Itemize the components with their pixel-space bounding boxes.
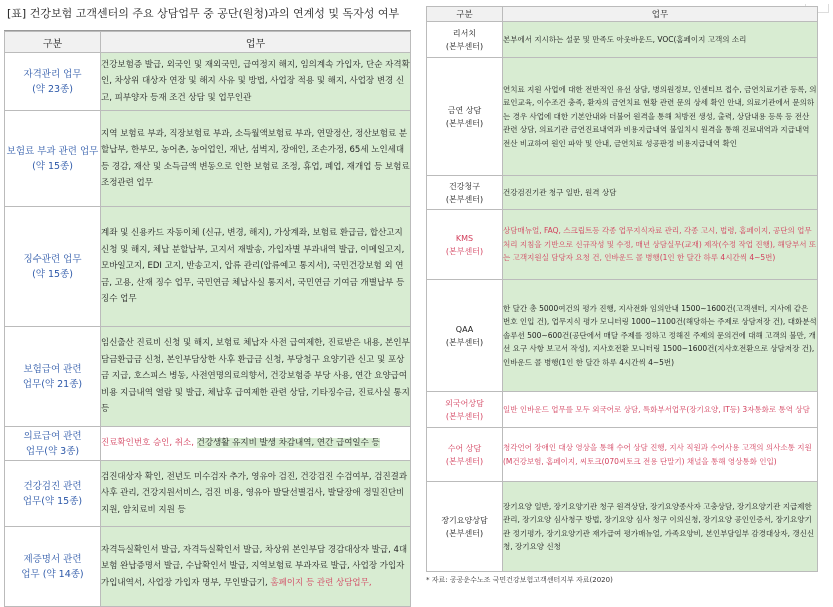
task-cell: 연치료 지원 사업에 대한 전반적인 유선 상담, 병의원정보, 인센티브 접수, 금연치료기관 등록, 의료인교육, 이수조건 충족, 환자의 금연치료 현황 관련 문의 상세 확인 안내, 의료기관에서 문의하는 경우 사업에 대한 기본안내와 더불어 원격을 통해 처방전 생성, 출력, 상담내용 등록 등 전산 관련 상담, 의료기관 금연진료내역과 비용지급내역 불일치시 원격을 통해 진료내역과 지급내역 전산 비교하여 원인 파악 및 안내, 금연치료 성공판정 비용지급내역 확인 — [503, 58, 818, 176]
header-tasks: 업무 — [101, 32, 411, 53]
category-cell: QAA (본부센터) — [427, 280, 503, 392]
table-row — [427, 280, 818, 392]
task-cell: 임신출산 진료비 신청 및 해지, 보험료 체납자 사전 급여제한, 진료받은 내용, 본인부담금환급금 신청, 본인부담상한 사후 환급금 신청, 부당청구 요양기관 신고 및 포상금 지급, 호스피스 병동, 사전연명의료의향서, 건강보험증 부당 사용, 연간 요양급여비용 지급내역 열람 및 발급, 체납후 급여제한 관련 상담, 기타징수금, 진료사실 통지 등 — [101, 327, 411, 427]
category-cell: 건강검진 관련 업무(약 15종) — [5, 461, 101, 527]
category-cell: 외국어상담 (본부센터) — [427, 392, 503, 428]
category-cell: 건강청구 (본부센터) — [427, 176, 503, 210]
task-cell: 상담매뉴얼, FAQ, 스크립트등 각종 업무지식자료 관리, 각종 고시, 법령, 홈페이지, 공단의 업무처리 지침을 기반으로 신규작성 및 수정, 매년 상담실무(교재) 제작(수정 작업 진행), 해당부서 또는 고객지원실 담당자 요청 건, 인바운드 콜 병행(1인 한 달간 하루 4시간씩 4~5번) — [503, 210, 818, 280]
table-row — [5, 427, 411, 461]
table-row — [427, 210, 818, 280]
header-tasks: 업무 — [503, 7, 818, 22]
task-cell: 계좌 및 신용카드 자동이체 (신규, 변경, 해지), 가상계좌, 보험료 환급금, 합산고지 신청 및 해지, 체납 분할납부, 고지서 재발송, 가입자별 부과내역 발급, 이메일고지, 모바일고지, EDI 고지, 반송고지, 압류 관리(압류예고 통지서), 국민건강보험 외 연금, 고용, 산재 징수 업무, 국민연금 체납사실 통지서, 국민연금 기여금 개별납부 등 징수 업무 — [101, 207, 411, 327]
task-cell: 자격득실확인서 발급, 자격득실확인서 발급, 차상위 본인부담 경감대상자 발급, 4대보험 완납증명서 발급, 수납확인서 발급, 지역보험료 부과자료 발급, 사업장 가입자 가입내역서, 사업장 가입자 명부, 무인발급기, 홈페이지 등 관련 상담업무, — [101, 527, 411, 607]
left-table-panel — [4, 6, 411, 607]
task-cell: 일반 인바운드 업무를 모두 외국어로 상담, 특화부서업무(장기요양, IT등) 3자통화로 통역 상담 — [503, 392, 818, 428]
table-row — [5, 111, 411, 207]
task-cell: 건강검진기관 청구 일반, 원격 상담 — [503, 176, 818, 210]
category-cell: 제증명서 관련 업무 (약 14종) — [5, 527, 101, 607]
category-cell: 장기요양상담 (본부센터) — [427, 482, 503, 572]
right-table-panel — [426, 6, 818, 585]
category-cell: 수어 상담 (본부센터) — [427, 428, 503, 482]
category-cell: KMS (본부센터) — [427, 210, 503, 280]
category-cell: 리서치 (본부센터) — [427, 22, 503, 58]
table-row — [427, 392, 818, 428]
header-category: 구분 — [5, 32, 101, 53]
task-cell: 건강보험증 발급, 외국인 및 재외국민, 급여정지 해지, 임의계속 가입자, 단순 자격확인, 차상위 대상자 연장 및 해지 사유 및 방법, 사업장 적용 및 해지, 사업장 변경 신고, 피부양자 등재 조건 상담 및 업무인관 — [101, 53, 411, 111]
category-cell: 의료급여 관련 업무(약 3종) — [5, 427, 101, 461]
table-row — [5, 327, 411, 427]
table-header-row — [5, 32, 411, 53]
category-cell: 보험료 부과 관련 업무 (약 15종) — [5, 111, 101, 207]
table-header-row — [427, 7, 818, 22]
task-cell: 본부에서 지시하는 설문 및 만족도 아웃바운드, VOC(홈페이지 고객의 소리 — [503, 22, 818, 58]
task-cell: 청각언어 장애인 대상 영상을 통해 수어 상담 진행, 지사 직원과 수어사용 고객의 의사소통 지원 (M건강보험, 홈페이지, 씨토크(070씨토크 전용 단말기) 채널을 통해 영상통화 인입) — [503, 428, 818, 482]
task-cell: 진료확인번호 승인, 취소, 건강생활 유지비 발생 차감내역, 연간 급여일수 등 — [101, 427, 411, 461]
header-category: 구분 — [427, 7, 503, 22]
task-cell: 한 달간 총 5000여건의 평가 진행, 지사전화 임의안내 1500~1600건(고객센터, 지사에 같은 번호 인입 건), 업무지식 평가 모니터링 1000~1100건(해당하는 주제로 상담저장 건), 대화분석 솔루션 500~600건(공단에서 매달 주제를 정하고 정해진 주제의 문의건에 대해 고객의 불만, 개선 요구 사항 보고서 작성), 지사호전환 모니터링 1500~1600건(지사호전환으로 상담저장 건), 인바운드 콜 병행(1인 한 달간 하루 4시간씩 4~5번) — [503, 280, 818, 392]
table-row — [427, 22, 818, 58]
category-cell: 금연 상담 (본부센터) — [427, 58, 503, 176]
table-title: [표] 건강보험 고객센터의 주요 상담업무 중 공단(원청)과의 연계성 및 독자성 여부 — [4, 6, 411, 31]
table-row — [5, 53, 411, 111]
table-row — [5, 527, 411, 607]
category-cell: 보험급여 관련 업무(약 21종) — [5, 327, 101, 427]
table-row — [427, 482, 818, 572]
table-row — [5, 461, 411, 527]
category-cell: 징수관련 업무 (약 15종) — [5, 207, 101, 327]
source-footnote: * 자료: 공공운수노조 국민건강보험고객센터지부 자료(2020) — [426, 576, 613, 584]
table-row — [427, 428, 818, 482]
task-cell: 지역 보험료 부과, 직장보험료 부과, 소득월액보험료 부과, 연말정산, 정산보험료 분할납부, 한부모, 농어촌, 농어업인, 재난, 섬벽지, 장애인, 조손가정, 65세 노인세대 등 경감, 재산 및 소득금액 변동으로 인한 보험료 조정, 휴업, 폐업, 재개업 등 보험료 조정관련 업무 — [101, 111, 411, 207]
left-table — [4, 31, 411, 607]
table-row — [427, 176, 818, 210]
table-row — [5, 207, 411, 327]
right-table — [426, 6, 818, 572]
task-cell: 장기요양 일반, 장기요양기관 청구 원격상담, 장기요양종사자 고충상담, 장기요양기관 지급제한 관리, 장기요양 심사청구 방법, 장기요양 심사 청구 이의신청, 장기요양 공인인증서, 장기요양기관 정기평가, 장기요양기관 재가급여 평가매뉴얼, 가족요양비, 본인부담일부 감경대상자, 갱신신청, 장기요양 신청 — [503, 482, 818, 572]
table-row — [427, 58, 818, 176]
task-cell: 검진대상자 확인, 전년도 미수검자 추가, 영유아 검진, 건강검진 수검여부, 검진결과 사후 관리, 건강지원서비스, 검진 비용, 영유아 발달선별검사, 발달장애 정밀진단비 지원, 암치료비 지원 등 — [101, 461, 411, 527]
category-cell: 자격관리 업무 (약 23종) — [5, 53, 101, 111]
